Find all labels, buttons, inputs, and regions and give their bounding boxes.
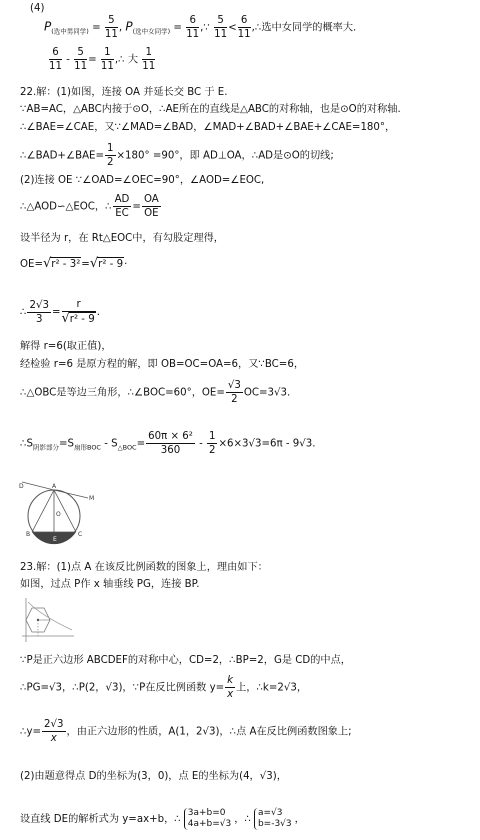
q23-line4: ∴PG=√3，∴P(2，√3)，∵P在反比例函数 y= $\frac{k}{x}$ 上，∴k=2√3， bbox=[20, 675, 308, 700]
fig-label-c: C bbox=[78, 531, 83, 538]
equation-system-1: 3a+b=0 4a+b=√3 bbox=[184, 808, 232, 830]
q22-line1: 22.解：(1)如图，连接 OA 并延长交 BC 于 E. bbox=[20, 87, 228, 98]
q22-line13: $\therefore S_{阴影部分}=S_{扇形BOC} - S_{\triangle BOC}=$ $\frac{\text{60π × 6²}}{360}$ - $\frac{1}{2}$ ×6×3√3=6π - 9√3. bbox=[20, 431, 316, 456]
equation-system-2: a=√3 b=-3√3 bbox=[254, 808, 292, 830]
q22-line12: ∴△OBC是等边三角形，∴∠BOC=60°，OE= $\frac{√3}{2}$ OC=3√3. bbox=[20, 380, 291, 405]
q22-line9: ∴ $\frac{2√3}{3}$ = $\frac{r}{\text{√r² - 9}}$ . bbox=[20, 299, 100, 326]
circle-figure bbox=[18, 480, 98, 550]
part4-difference: $\frac{6}{11}$ - $\frac{5}{11}$ = $\frac{1}{11}$ ,∴ 大 $\frac{1}{11}$ bbox=[49, 47, 156, 72]
fig-label-a: A bbox=[52, 483, 57, 490]
q23-line1: 23.解：(1)点 A 在该反比例函数的图象上，理由如下： bbox=[20, 562, 268, 573]
fraction-5-11: $\frac{5}{11}$ bbox=[104, 15, 118, 40]
q23-line3: ∵P是正六边形 ABCDEF的对称中心，CD=2，∴BP=2，G是 CD的中点， bbox=[20, 655, 351, 666]
q22-line11: 经检验 r=6 是原方程的解，即 OB=OC=OA=6，又∵BC=6， bbox=[20, 359, 305, 370]
q22-line6: ∴△AOD∽△EOC，∴ $\frac{AD}{EC}$ = $\frac{OA}{OE}$ bbox=[20, 194, 159, 219]
q22-line7: 设半径为 r，在 Rt△EOC中，有勾股定理得， bbox=[20, 233, 224, 244]
q22-line5: (2)连接 OE ∵∠OAD=∠OEC=90°，∠AOD=∠EOC, bbox=[20, 175, 265, 186]
fig-label-e: E bbox=[53, 536, 57, 543]
fraction-6-11-b: $\frac{6}{11}$ bbox=[237, 15, 251, 40]
fig-label-o: O bbox=[56, 511, 61, 518]
part4-label: (4) bbox=[30, 3, 45, 14]
fraction-6-11: $\frac{6}{11}$ bbox=[186, 15, 200, 40]
fig-label-m: M bbox=[89, 495, 95, 502]
hexagon-figure bbox=[18, 596, 78, 646]
q22-line4: ∴∠BAD+∠BAE= $\frac{1}{2}$ ×180° =90°，即 AD⊥OA，∴AD是⊙O的切线; bbox=[20, 143, 334, 168]
q23-line6: (2)由题意得点 D的坐标为(3，0)，点 E的坐标为(4，√3)， bbox=[20, 771, 287, 782]
q22-line10: 解得 r=6(取正值)， bbox=[20, 341, 112, 352]
q22-line8: OE=√r² - 3²=√r² - 9· bbox=[20, 256, 128, 271]
fig-label-b: B bbox=[26, 531, 31, 538]
fraction-5-11-b: $\frac{5}{11}$ bbox=[214, 15, 228, 40]
part4-probability-comparison: $P_{(选中男同学)}$ = $\frac{5}{11}$ , $P_{(选中女同学)}$ = $\frac{6}{11}$ ,∵ $\frac{5}{11}$ < $\frac{6}{11}$ ,∴选中女同学的概率大. bbox=[44, 15, 357, 40]
fig-label-d: D bbox=[19, 483, 24, 490]
q22-line2: ∵AB=AC，△ABC内接于⊙O，∴AE所在的直线是△ABC的对称轴，也是⊙O的对称轴. bbox=[20, 104, 401, 115]
q23-line2: 如图，过点 P作 x 轴垂线 PG，连接 BP. bbox=[20, 579, 200, 590]
q23-line5: ∴y= $\frac{2√3}{x}$ ，由正六边形的性质，A(1，2√3)，∴点 A在反比例函数图象上; bbox=[20, 719, 352, 744]
q22-line3: ∴∠BAE=∠CAE，又∵∠MAD=∠BAD，∠MAD+∠BAD+∠BAE+∠CAE=180°， bbox=[20, 122, 396, 133]
q23-line7: 设直线 DE的解析式为 y=ax+b，∴ 3a+b=0 4a+b=√3 ，∴ a=√3 b=-3√3 ， bbox=[20, 808, 305, 829]
